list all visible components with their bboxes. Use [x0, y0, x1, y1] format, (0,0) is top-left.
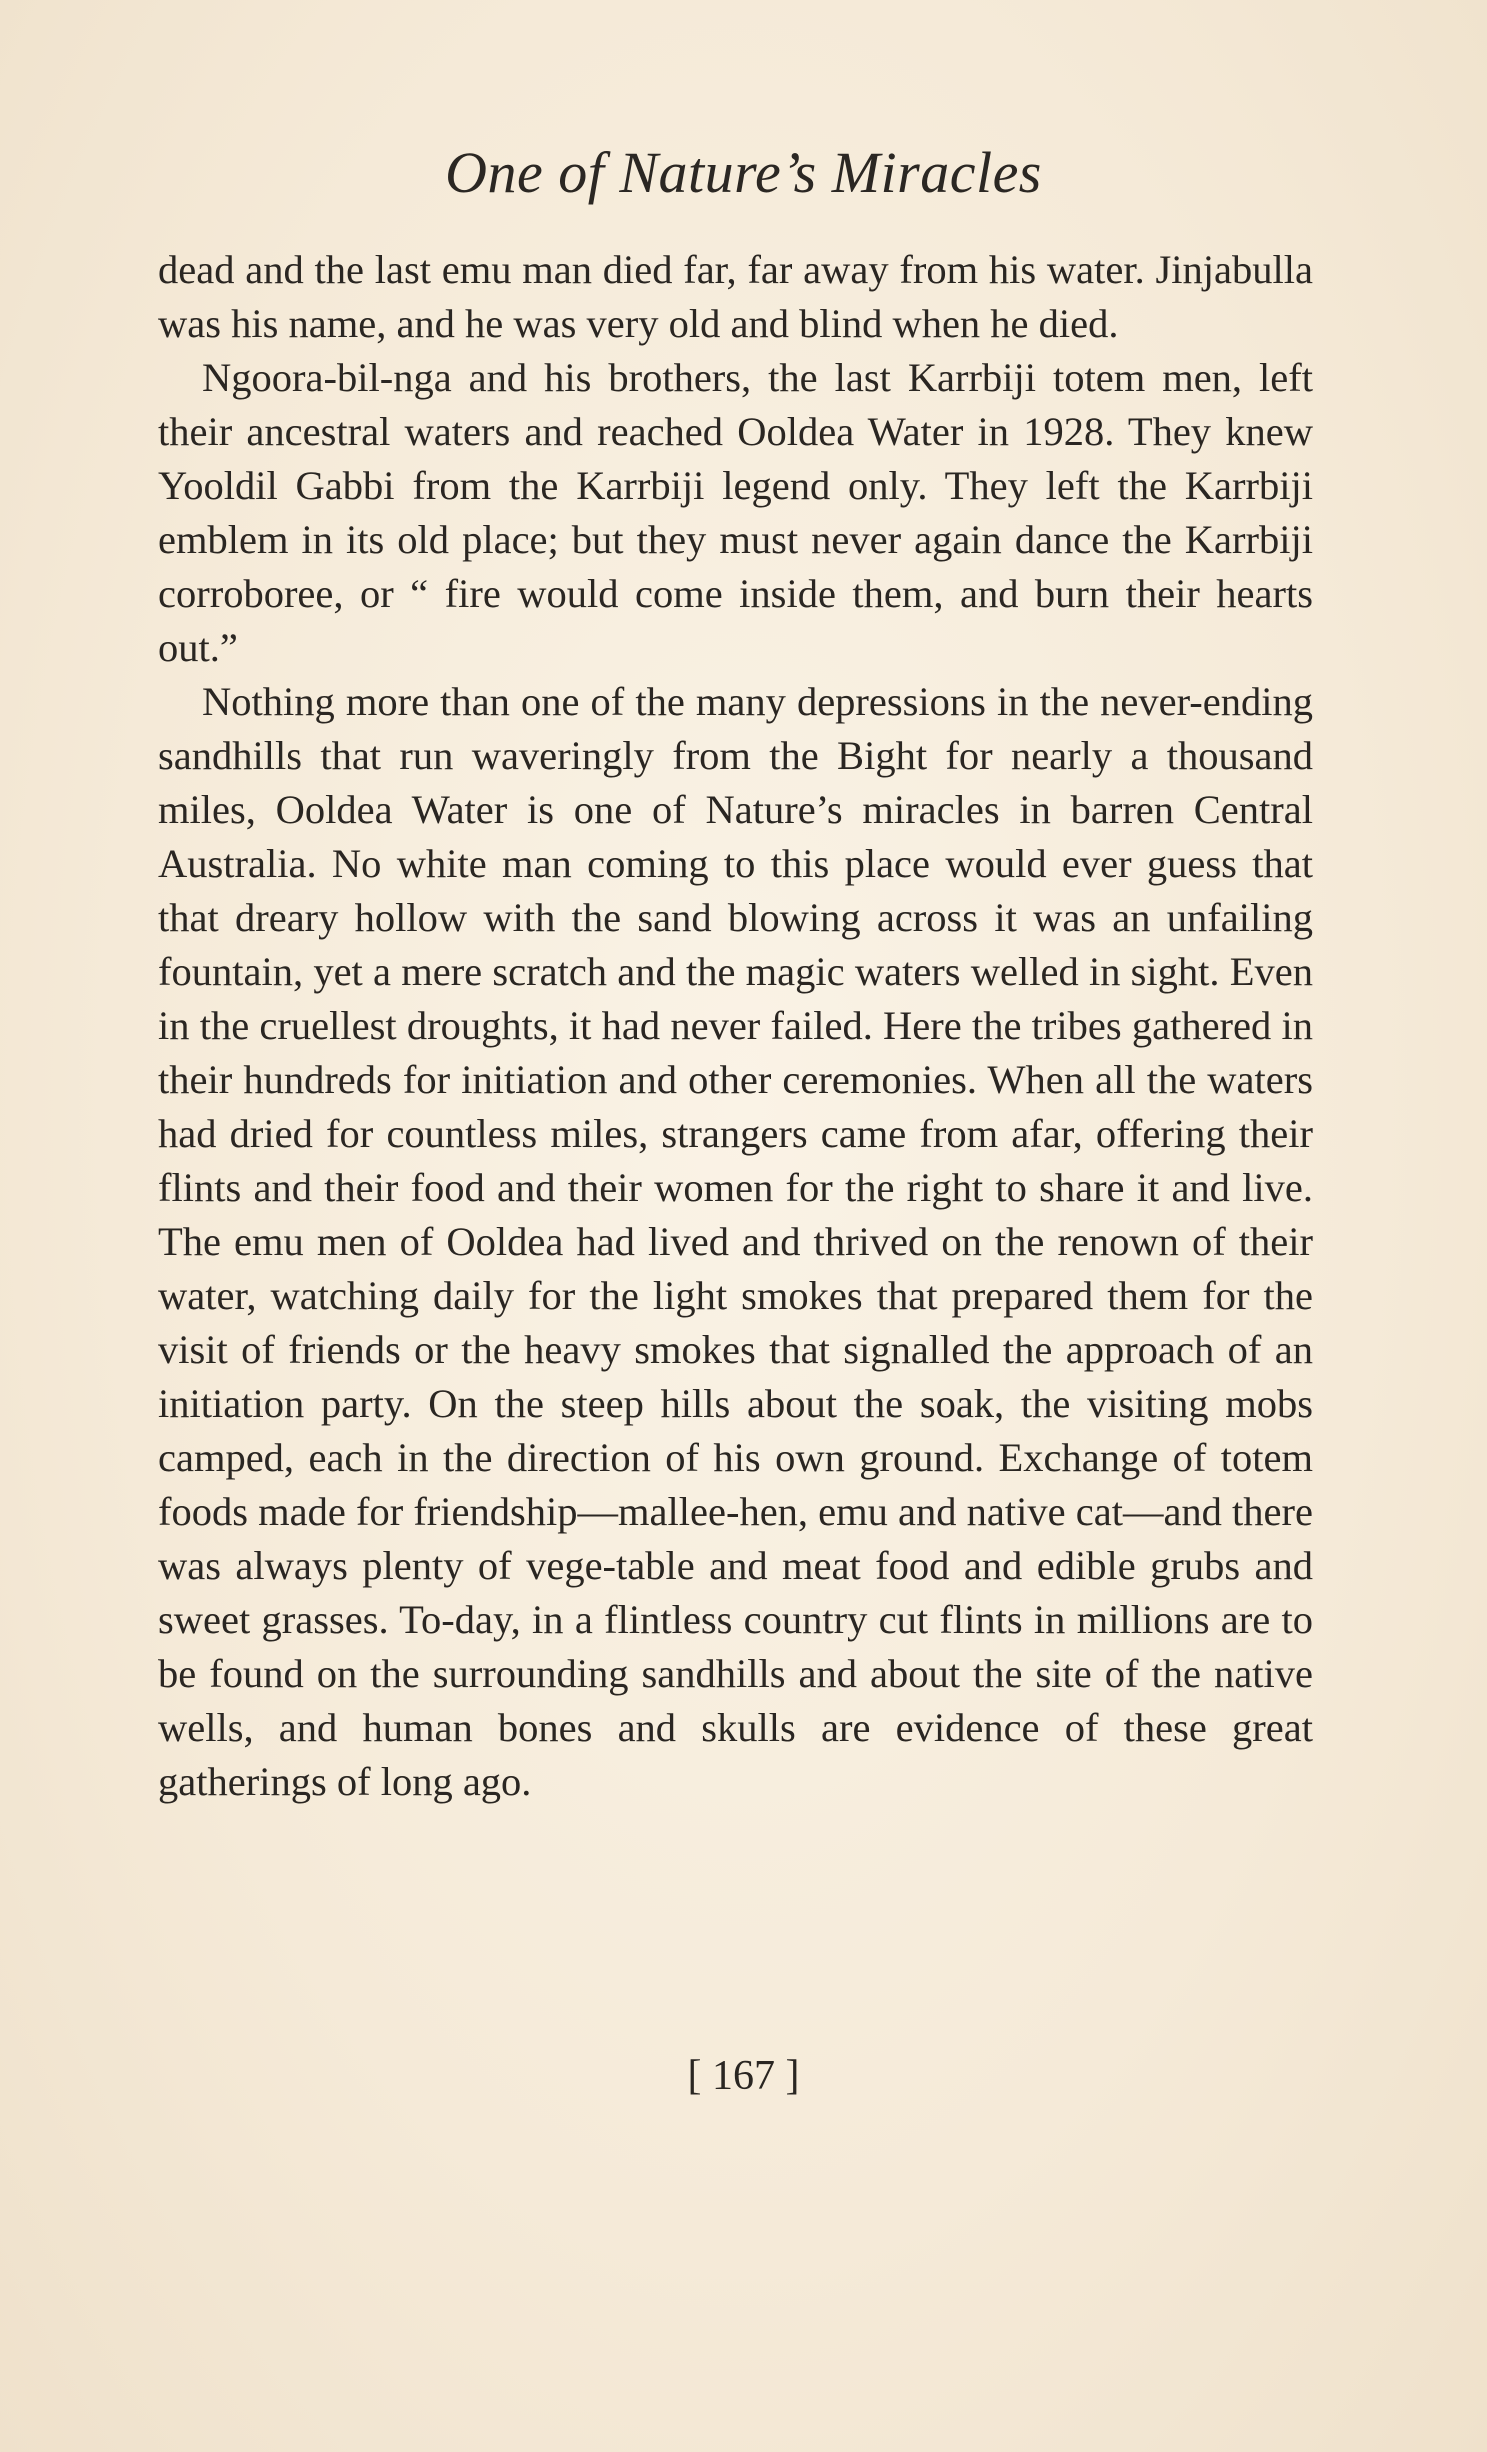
page-number: [ 167 ] — [687, 2053, 800, 2099]
paragraph-3: Nothing more than one of the many depressions in the never-ending sandhills that run waveringly from the Bight for nearly a thousand miles, Ooldea Water is one of Nature’s miracles in barren Central Australia. No white man coming to this place would ever guess that that dreary hollow with the sand blowing across it was an unfailing fountain, yet a mere scratch and the magic waters welled in sight. Even in the cruellest droughts, it had never failed. Here the tribes gathered in their hundreds for initiation and other ceremonies. When all the waters had dried for countless miles, strangers came from afar, offering their flints and their food and their women for the right to share it and live. The emu men of Ooldea had lived and thrived on the renown of their water, watching daily for the light smokes that prepared them for the visit of friends or the heavy smokes that signalled the approach of an initiation party. On the steep hills about the soak, the visiting mobs camped, each in the direction of his own ground. Exchange of totem foods made for friendship—mallee-hen, emu and native cat—and there was always plenty of vege-table and meat food and edible grubs and sweet grasses. To-day, in a flintless country cut flints in millions are to be found on the surrounding sandhills and about the site of the native wells, and human bones and skulls are evidence of these great gatherings of long ago. — [158, 679, 1313, 1804]
body-text — [158, 243, 1313, 1809]
paragraph-1: dead and the last emu man died far, far away from his water. Jinjabulla was his name, and he was very old and blind when he died. — [158, 247, 1313, 346]
paragraph-2: Ngoora-bil-nga and his brothers, the last Karrbiji totem men, left their ancestral waters and reached Ooldea Water in 1928. They knew Yooldil Gabbi from the Karrbiji legend only. They left the Karrbiji emblem in its old place; but they must never again dance the Karrbiji corroboree, or “ fire would come inside them, and burn their hearts out.” — [158, 355, 1313, 670]
running-head: One of Nature’s Miracles — [445, 140, 1042, 205]
